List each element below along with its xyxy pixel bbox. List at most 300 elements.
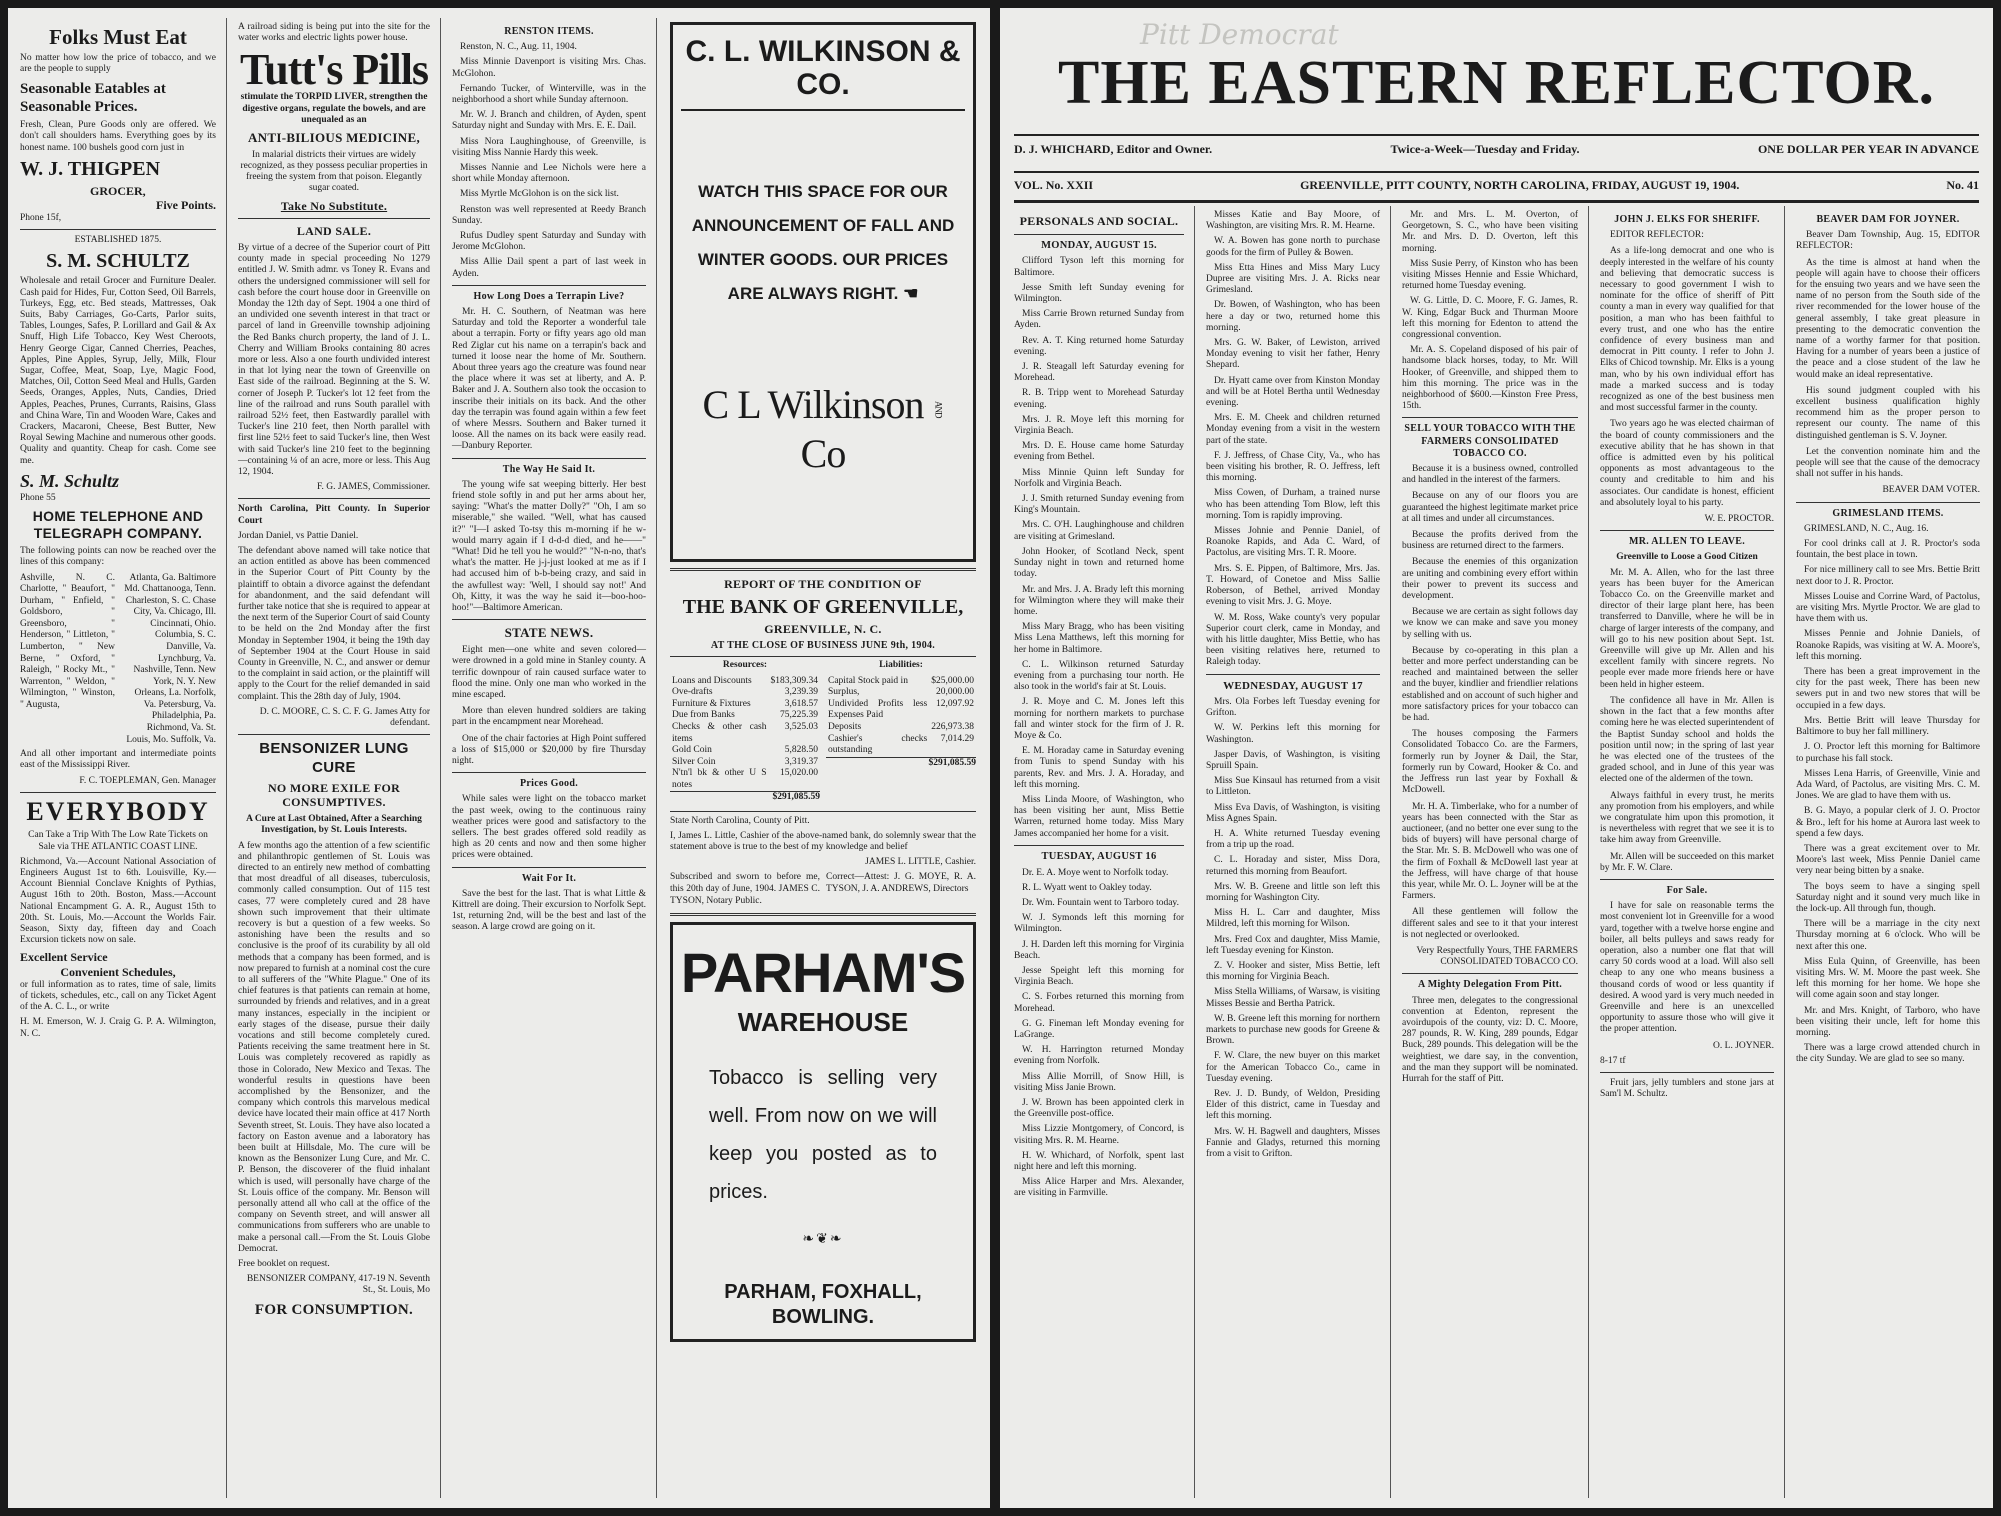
bank-row: [670, 699, 820, 711]
ornament-icon: ❧❦❧: [802, 1232, 844, 1248]
lung-cure-signature: BENSONIZER COMPANY, 417-19 N. Seventh St., St. Louis, Mo: [246, 1274, 430, 1296]
divider: [1600, 1072, 1774, 1073]
bank-row-amount: 3,618.57: [784, 698, 818, 709]
personal-item: Mrs. S. E. Pippen, of Baltimore, Mrs. Jas. T. Howard, of Conetoe and Miss Sallie Roberson, of Bethel, arrived Monday evening to visit Mrs. J. G. Moye.: [1206, 563, 1380, 608]
personal-item: J. R. Steagall left Saturday evening for Morehead.: [1014, 362, 1184, 384]
column-rule: [656, 18, 657, 1498]
personal-item: Dr. Wm. Fountain went to Tarboro today.: [1022, 897, 1179, 908]
tutt-pills-title: Tutt's Pills: [239, 45, 429, 95]
divider: [238, 218, 430, 219]
sell-tobacco-head: SELL YOUR TOBACCO WITH THE FARMERS CONSOLIDATED TOBACCO CO.: [1404, 423, 1576, 459]
divider: [670, 913, 976, 916]
tutt-no-substitute: Take No Substitute.: [280, 198, 388, 213]
grimesland-item: Misses Lena Harris, of Greenville, Vinie and Ada Ward, of Pactolus, are visiting Mrs. C. M. Jones. We are glad to have them with us.: [1796, 768, 1980, 802]
sell-tobacco-paragraph: Because we are certain as sight follows day we know we can make and save you money by selling with us.: [1402, 607, 1578, 640]
divider: [670, 568, 976, 571]
beaver-dam-signature: BEAVER DAM VOTER.: [1882, 485, 1980, 496]
left-col-1: [12, 18, 224, 1498]
divider: [452, 867, 646, 868]
wait-head: Wait For It.: [521, 872, 577, 884]
renston-item: Fernando Tucker, of Winterville, was in the neighborhood a short while Sunday afternoon.: [452, 83, 646, 105]
said-body: The young wife sat weeping bitterly. Her best friend stole softly in and put her arms about her, saying: "What's the matter Dolly?" "Oh, I am so miserable," she wailed. "Well, what has caused it?" "I—I asked To-tsy this m-morning if he w-would marry again if I d-d-d died, and he——" "What! Did he tell you he would?" "N-n-no, that's what's the matter. He j-j-just looked at me as if I had accused him of b-b-being crazy, and said in the awfullest way: 'Well, I should say not!' And Oh, Kitty, it was the way he said it—boo-hoo-hoo!"—Baltimore American.: [452, 479, 646, 614]
personal-item: Mr. A. S. Copeland disposed of his pair of handsome black horses, today, to Mr. Will Hooker, of Greenville, and shipped them to him this morning. The price was in the neighborhood of $600.—Kinston Free Press, 15th.: [1402, 345, 1578, 412]
personal-item: Mrs. C. O'H. Laughinghouse and children are visiting at Grimesland.: [1014, 520, 1184, 542]
divider: [452, 458, 646, 459]
bank-oath: I, James L. Little, Cashier of the above-named bank, do solemnly swear that the statement above is true to the best of my knowledge and belief: [670, 830, 976, 853]
bank-row-amount: 226,973.38: [931, 721, 974, 732]
personal-item: Jasper Davis, of Washington, is visiting Spruill Spain.: [1206, 749, 1380, 771]
personal-item: Rev. A. T. King returned home Saturday evening.: [1014, 335, 1184, 357]
elks-body: [1600, 230, 1774, 509]
elks-paragraph: Two years ago he was elected chairman of the board of county commissioners and the executive ability that he has shown in that office is admitted even by his political opponents as most advantageous to the county and creditable to him and his associates. Our candidate is honest, efficient and absolutely loyal to his party.: [1600, 419, 1774, 508]
grimesland-item: There was a great excitement over to Mr. Moore's last week, Miss Pennie Daniel came very near being bitten by a snake.: [1796, 843, 1980, 877]
personal-item: Mr. and Mrs. J. A. Brady left this morning for Wilmington where they will make their home.: [1014, 584, 1184, 617]
sell-tobacco-paragraph: Because on any of our floors you are guaranteed the highest legitimate market price at all times and under all circumstances.: [1402, 491, 1578, 524]
personal-item: C. L. Horaday and sister, Miss Dora, returned this morning from Beaufort.: [1206, 855, 1380, 877]
thigpen-fresh: Fresh, Clean, Pure Goods only are offered. We don't call shoulders hams. Everything goes by its honest name. 100 bushels good corn just in: [20, 120, 216, 153]
divider: [1600, 879, 1774, 880]
lung-cure-sub: NO MORE EXILE FOR CONSUMPTIVES.: [267, 780, 401, 810]
bank-row-label: Capital Stock paid in: [828, 675, 908, 686]
lung-cure-lead: A Cure at Last Obtained, After a Searching Investigation, by St. Louis Interests.: [246, 814, 422, 836]
personals-list: [1014, 868, 1184, 1200]
tuesday-head: TUESDAY, AUGUST 16: [1041, 850, 1157, 862]
divider: [452, 619, 646, 620]
masthead: THE EASTERN REFLECTOR.: [1057, 49, 1935, 117]
schultz-est: ESTABLISHED 1875.: [74, 235, 162, 246]
terrapin-head: How Long Does a Terrapin Live?: [473, 290, 625, 302]
divider: [1402, 973, 1578, 974]
beaver-dam-paragraph: Let the convention nominate him and the people will see that the cause of the democracy shall not suffer in his hands.: [1796, 446, 1980, 480]
beaver-dam-body: [1796, 230, 1980, 480]
column-rule: [1588, 206, 1589, 1498]
personal-item: Miss Eva Davis, of Washington, is visiting Miss Agnes Spain.: [1206, 802, 1380, 824]
personal-item: W. A. Bowen has gone north to purchase goods for the firm of Pulley & Bowen.: [1206, 236, 1380, 258]
thigpen-grocer: GROCER,: [90, 183, 146, 198]
editor-line: D. J. WHICHARD, Editor and Owner.: [1014, 142, 1213, 156]
sell-tobacco-paragraph: Because the enemies of this organization are uniting and combining every effort within their power to prevent its success and development.: [1402, 557, 1578, 602]
divider: [238, 498, 430, 499]
for-sale-head: For Sale.: [1666, 884, 1708, 896]
court-body: The defendant above named will take notice that an action entitled as above has been commenced in the Superior Court of Pitt County by the plaintiff to obtain a divorce against the defendant for abandonment, and the said defendant will further take notice that she is required to appear at the next term of the Superior Court of said County to be held on the 2nd Monday after the first Monday in September 1904, it being the 19th day of September 1904 at the Court House in said County in Greenville, N. C., and answer or demur to the complaint in said action, or the plaintiff will apply to the Court for the relief demanded in said complaint. This the 28th day of July, 1904.: [238, 546, 430, 702]
phone-points-left: Ashville, N. C. Charlotte, " Beaufort, " Durham, " Enfield, " Goldsboro, " Greensboro, " Henderson, " Littleton, " Lumberton, " New Berne, " Oxford, " Raleigh, " Rocky Mt., " Warrenton, " Weldon, " Wilmington, " Winston, " Augusta,: [20, 572, 115, 710]
renston-items: [452, 42, 646, 280]
resources-table: [670, 676, 820, 792]
terrapin-body: Mr. H. C. Southern, of Neatman was here Saturday and told the Reporter a wonderful tale about a terrapin. Forty or fifty years ago old man Red Ziglar cut his name on a terrapin's back and turned it loose near the home of Mr. Southern. About three years ago the creature was found near the place where it was set at liberty, and A. P. Baker and J. A. Southern also took the occasion to inscribe their initials on its back. And the other day the terrapin was found again within a few feet of where Messrs. Southern and Baker turned it loose. All the names on its back were easily read. —Danbury Reporter.: [452, 307, 646, 452]
column-rule: [440, 18, 441, 1498]
wilkinson-msg-4: [681, 277, 965, 311]
beaver-dam-paragraph: As the time is almost at hand when the people will again have to choose their officers for the ensuing two years and we have seen the name of no person from the South side of the river recommended for the lower house of the general assembly, I take great pleasure in presenting to the democratic convention the name of a worthy farmer for that position. Having for a number of years been a justice of the peace and a close student of the law he would make an ideal representative.: [1796, 257, 1980, 380]
wait-body: Save the best for the last. That is what Little & Kittrell are doing. Their excursion to Norfolk Sept. 1st, returning 2nd, will be the best and last of the season. A large crowd are going on it.: [452, 888, 646, 933]
right-page: [1000, 8, 1993, 1508]
grimesland-item: Miss Eula Quinn, of Greenville, has been visiting Mrs. W. M. Moore the past week. She left this morning for her home. We hope she will come again soon and stay longer.: [1796, 956, 1980, 1001]
bank-row: [670, 676, 820, 688]
grimesland-body: [1796, 524, 1980, 1066]
personal-item: Mrs. Ola Forbes left Tuesday evening for Grifton.: [1206, 696, 1380, 719]
resources-head: Resources:: [722, 660, 768, 671]
bank-row: [670, 710, 820, 722]
grimesland-item: There was a large crowd attended church in the city Sunday. We are glad to see so many.: [1796, 1043, 1980, 1065]
allen-paragraph: Mr. M. A. Allen, who for the last three years has been buyer for the American Tobacco Co. on the Greenville market and director of their large plant here, has been transferred to Danville, where he will be in charge of larger interests of the company, and will go to his new position about Sept. 1st. Greenville will give up Mr. Allen and his excellent family with sincere regrets. No people ever made more friends here or have been held in higher esteem.: [1600, 567, 1774, 690]
bank-row: [670, 768, 820, 791]
right-col-2: [1198, 206, 1388, 1498]
personal-item: H. W. Whichard, of Norfolk, spent last night here and left this morning.: [1014, 1150, 1184, 1173]
land-sale-signature: F. G. JAMES, Commissioner.: [317, 482, 430, 493]
land-sale-head: LAND SALE.: [296, 224, 372, 239]
personal-item: Mrs. W. B. Greene and little son left this morning for Washington City.: [1206, 881, 1380, 903]
bank-row-amount: 5,828.50: [784, 745, 818, 756]
personal-item: Misses Johnie and Pennie Daniel, of Roanoke Rapids, and Ada C. Ward, of Pactolus, are visiting Mrs. T. R. Moore.: [1206, 526, 1380, 559]
thigpen-body: No matter how low the price of tobacco, and we are the people to supply: [20, 53, 216, 75]
thigpen-seasonable-2: Seasonable Prices.: [20, 98, 138, 115]
personal-item: Rev. J. D. Bundy, of Weldon, Presiding Elder of this district, came in Tuesday and left this morning.: [1206, 1089, 1380, 1122]
bank-statement: [670, 656, 976, 811]
grimesland-item: There has been a great improvement in the city for the past week, There has been new sewers put in and two new stores that will be occupied in a few days.: [1796, 667, 1980, 711]
bank-row-amount: 3,239.39: [784, 687, 818, 698]
wilkinson-banner: C. L. WILKINSON & CO.: [681, 35, 965, 111]
bank-row-label: Silver Coin: [672, 756, 716, 767]
sell-tobacco-paragraph: The houses composing the Farmers Consolidated Tobacco Co. are the Farmers, formerly run by Joyner & Dail, the Star, formerly run by Coward, Hooker & Co. and the Jeffress run last year by Foxhall & McDowell.: [1402, 729, 1578, 796]
personal-item: W. M. Ross, Wake county's very popular Superior court clerk, came in Monday, and with his little daughter, Miss Bettie, who has been visiting relatives here, returned to Raleigh today.: [1206, 612, 1380, 668]
personal-item: Miss Etta Hines and Miss Mary Lucy Dupree are visiting Mrs. J. A. Ricks near Grimesland.: [1206, 262, 1380, 296]
bank-row-amount: $183,309.34: [770, 675, 818, 686]
bank-row: [670, 687, 820, 699]
left-col-2: [230, 18, 438, 1498]
wilkinson-logo: [681, 381, 965, 479]
personal-item: W. W. Perkins left this morning for Washington.: [1206, 723, 1380, 745]
personal-item: W. G. Little, D. C. Moore, F. G. James, R. W. King, Edgar Buck and Thurman Moore left this morning for Edenton to attend the congressional convention.: [1402, 296, 1578, 341]
sell-tobacco-signature: Very Respectfully Yours, THE FARMERS CONSOLIDATED TOBACCO CO.: [1416, 945, 1578, 968]
beaver-dam-head: BEAVER DAM FOR JOYNER.: [1816, 214, 1960, 225]
renston-item: Mr. W. J. Branch and children, of Ayden, spent Saturday night and Sunday with Mrs. E. E. Dail.: [452, 110, 646, 132]
masthead-date-row: [1014, 178, 1979, 193]
bank-row: [670, 745, 820, 757]
allen-paragraph: Mr. Allen will be succeeded on this market by Mr. F. W. Clare.: [1600, 851, 1774, 873]
parham-warehouse: WAREHOUSE: [737, 1007, 909, 1038]
personal-item: Mrs. J. R. Moye left this morning for Virginia Beach.: [1014, 414, 1184, 437]
schedule-line: Twice-a-Week—Tuesday and Friday.: [1390, 142, 1580, 156]
renston-item: Miss Minnie Davenport is visiting Mrs. Chas. McGlohon.: [452, 57, 646, 79]
allen-paragraph: Always faithful in every trust, he merits any promotion from his employers, and while we congratulate him upon this promotion, it is nevertheless with regret that we see it is to take him away from Greenville.: [1600, 790, 1774, 846]
left-page: [8, 8, 990, 1508]
sell-tobacco-paragraph: All these gentlemen will follow the different sales and see to it that your interest is not neglected or overlooked.: [1402, 907, 1578, 940]
left-col-4: [660, 18, 986, 1498]
prices-head: Prices Good.: [519, 778, 579, 790]
acl-body: Richmond, Va.—Account National Association of Engineers August 1st to 6th. Louisville, Ky.—Account Biennial Conclave Knights of Pythias, August 16th to 20th. Boston, Mass.—Account National Encampment G. A. R., August 15th to 20th. St. Louis, Mo.—Account the Worlds Fair. Season, Sixty day, fifteen day and Coach Excursion tickets now on sale.: [20, 856, 216, 946]
for-sale-body: I have for sale on reasonable terms the most convenient lot in Greenville for a wood yard, together with a twelve horse engine and boiler, all belts pulleys and saws ready for operation, also a number one flat that will carry 50 cords wood at a load. Will also sell cheap to any one who means business a thousand cords of wood or less quantity if desired. A wood yard is very much needed in Greenville and here is an unexcelled opportunity to assure those who will give it the proper attention.: [1600, 901, 1774, 1035]
column-rule: [226, 18, 227, 1498]
allen-body: [1600, 568, 1774, 874]
wilkinson-msg-2: ANNOUNCEMENT OF FALL AND: [691, 216, 955, 235]
grimesland-head: GRIMESLAND ITEMS.: [1832, 507, 1944, 519]
bank-correct: Correct—Attest: J. G. MOYE, R. A. TYSON, J. A. ANDREWS, Directors: [826, 872, 976, 895]
beaver-dam-paragraph: Beaver Dam Township, Aug. 15, EDITOR REFLECTOR:: [1796, 230, 1980, 252]
parham-body: Tobacco is selling very well. From now on we will keep you posted as to prices.: [709, 1067, 937, 1204]
personal-item: Mrs. D. E. House came home Saturday evening from Bethel.: [1014, 441, 1184, 463]
divider: [1796, 502, 1980, 503]
court-signature: D. C. MOORE, C. S. C. F. G. James Atty for defendant.: [259, 706, 430, 729]
bank-name: THE BANK OF GREENVILLE,: [682, 595, 964, 618]
personal-item: Dr. Hyatt came over from Kinston Monday and will be at Hotel Bertha until Wednesday evening.: [1206, 375, 1380, 409]
personal-item: Miss Allie Morrill, of Snow Hill, is visiting Miss Janie Brown.: [1014, 1071, 1184, 1093]
bank-row-amount: 12,097.92: [936, 698, 974, 709]
railroad-note: A railroad siding is being put into the site for the water works and electric lights power house.: [238, 22, 430, 44]
right-col-1: [1006, 206, 1192, 1498]
bank-row-label: N'tn'l bk & other U S notes: [672, 768, 767, 790]
column-rule: [1390, 206, 1391, 1498]
elks-head: JOHN J. ELKS FOR SHERIFF.: [1614, 214, 1760, 225]
bank-row-label: Undivided Profits less Expenses Paid: [828, 698, 928, 721]
personal-item: R. B. Tripp went to Morehead Saturday evening.: [1014, 388, 1184, 410]
bank-row-label: Surplus,: [828, 687, 860, 698]
personal-item: Misses Katie and Bay Moore, of Washington, are visiting Mrs. R. M. Hearne.: [1206, 210, 1380, 232]
personals-list: [1206, 210, 1380, 669]
renston-item: Miss Allie Dail spent a part of last week in Ayden.: [452, 257, 646, 279]
tutt-anti-bilious: ANTI-BILIOUS MEDICINE,: [247, 130, 421, 146]
renston-item: Miss Myrtle McGlohon is on the sick list.: [460, 189, 619, 200]
lung-cure-head: BENSONIZER LUNG CURE: [259, 740, 409, 776]
thigpen-phone: Phone 15f,: [20, 212, 62, 223]
schultz-body: Wholesale and retail Grocer and Furniture Dealer. Cash paid for Hides, Fur, Cotton Seed, Oil Barrels, Turkeys, Egg, etc. Bed steads, Mattresses, Oak Suits, Baby Carriages, Go-Carts, Parlor suits, Tables, Lounges, Safes, P. Lorillard and Gail & Ax Snuff, High Life Tobacco, Key West Cheroots, Henry George Cigar, Canned Cherries, Peaches, Apples, Pine Apples, Syrup, Jelly, Milk, Flour Sugar, Coffee, Meat, Soap, Lye, Magic Food, Matches, Oil, Cotton Seed Meal and Hulls, Garden Seeds, Oranges, Apples, Nuts, Candies, Dried Apples, Peaches, Prunes, Currants, Raisins, Glass and China Ware, Tin and Wooden Ware, Cakes and Crackers, Macaroni, Cheese, Best Butter, New Royal Sewing Machine and numerous other goods. Quality and quantity. Cheap for cash. Come see me.: [20, 276, 216, 466]
personal-item: Mrs. Fred Cox and daughter, Miss Mamie, left Tuesday evening for Kinston.: [1206, 934, 1380, 956]
sell-tobacco-paragraph: Because the profits derived from the business are returned direct to the farmers.: [1402, 530, 1578, 552]
bank-liabilities: [826, 660, 976, 807]
elks-signature: W. E. PROCTOR.: [1704, 514, 1774, 525]
schultz-signature: S. M. Schultz: [20, 470, 120, 491]
bank-row-label: Gold Coin: [672, 745, 712, 756]
grimesland-item: Misses Louise and Corrine Ward, of Pactolus, are visiting Mrs. Myrtle Proctor. We are glad to have them with us.: [1796, 591, 1980, 625]
thigpen-seasonable-1: Seasonable Eatables at: [20, 80, 166, 97]
personal-item: Mrs. E. M. Cheek and children returned Monday evening from a visit in the western part of the state.: [1206, 413, 1380, 446]
personal-item: Miss Susie Perry, of Kinston who has been visiting Misses Hennie and Essie Whichard, returned home Tuesday evening.: [1402, 258, 1578, 292]
divider: [1402, 417, 1578, 418]
parham-title: PARHAM'S: [680, 941, 966, 1005]
thigpen-head: Folks Must Eat: [49, 25, 187, 49]
personal-item: Mrs. G. W. Baker, of Lewiston, arrived Monday evening to visit her father, Henry Shepard.: [1206, 338, 1380, 371]
for-sale-signature: O. L. JOYNER.: [1713, 1040, 1774, 1051]
personal-item: Dr. E. A. Moye went to Norfolk today.: [1022, 867, 1169, 878]
renston-head: RENSTON ITEMS.: [504, 26, 594, 37]
right-col-5: [1788, 206, 1988, 1498]
bank-row-amount: 15,020.00: [780, 768, 818, 779]
wilkinson-logo-co: Co: [800, 430, 846, 476]
bank-close: AT THE CLOSE OF BUSINESS JUNE 9th, 1904.: [710, 640, 936, 652]
divider: [452, 285, 646, 286]
bank-row-amount: $25,000.00: [931, 675, 974, 686]
renston-item: Misses Nannie and Lee Nichols were here a short while Monday afternoon.: [452, 163, 646, 185]
bank-row-label: Checks & other cash items: [672, 721, 767, 744]
bank-row-amount: 3,319.37: [784, 756, 818, 767]
bank-resources: [670, 660, 820, 807]
personal-item: Jesse Smith left Sunday evening for Wilmington.: [1014, 282, 1184, 305]
divider: [20, 229, 216, 230]
bank-row: [826, 676, 976, 688]
personal-item: Dr. Bowen, of Washington, who has been here a day or two, returned home this morning.: [1206, 300, 1380, 333]
ghost-stamp: Pitt Democrat: [1140, 18, 1339, 51]
grimesland-item: For nice millinery call to see Mrs. Bettie Britt next door to J. R. Proctor.: [1796, 565, 1980, 587]
column-rule: [1784, 206, 1785, 1498]
bank-row: [670, 757, 820, 769]
divider: [1600, 530, 1774, 531]
acl-service: Excellent Service: [20, 950, 108, 965]
acl-intro: Can Take a Trip With The Low Rate Tickets on Sale via THE ATLANTIC COAST LINE.: [28, 830, 208, 852]
grimesland-item: B. G. Mayo, a popular clerk of J. O. Proctor & Bro., left for his home at Aurora last week to spend a few days.: [1796, 806, 1980, 839]
phone-company-head: HOME TELEPHONE AND TELEGRAPH COMPANY.: [32, 507, 204, 542]
personal-item: Miss Linda Moore, of Washington, who has been visiting her aunt, Miss Bettie Warren, returned home today. Miss Mary James accompanied her home for a visit.: [1014, 794, 1184, 839]
thigpen-place: Five Points.: [156, 198, 216, 213]
renston-item: Miss Nora Laughinghouse, of Greenville, is visiting Miss Nannie Hardy this week.: [452, 136, 646, 158]
resources-total: $291,085.59: [670, 791, 820, 803]
sell-tobacco-paragraph: Because it is a business owned, controlled and handled in the interest of the farmers.: [1402, 464, 1578, 486]
liabilities-total: $291,085.59: [826, 757, 976, 769]
divider: [238, 734, 430, 735]
everybody-head: EVERYBODY: [26, 796, 210, 826]
masthead-rule: [1014, 171, 1979, 173]
personal-item: Miss Carrie Brown returned Sunday from Ayden.: [1014, 309, 1184, 331]
pitt-delegation-body: Three men, delegates to the congressional convention at Edenton, represent the avoirdupois of the county, viz: D. C. Moore, 287 pounds, R. W. King, 289 pounds, Edgar Buck, 289 pounds. This delegation will be the weightiest, we dare say, in the convention, and the man they support will be nominated. Hurrah for the staff of Pitt.: [1402, 995, 1578, 1084]
thigpen-name: W. J. THIGPEN: [20, 157, 161, 180]
for-sale-date: 8-17 tf: [1600, 1055, 1626, 1066]
schultz-phone: Phone 55: [20, 492, 56, 503]
personal-item: Miss Mary Bragg, who has been visiting Miss Lena Matthews, left this morning for her home in Baltimore.: [1014, 622, 1184, 655]
bank-row-label: Ove-drafts: [672, 687, 713, 698]
personal-item: H. A. White returned Tuesday evening from a trip up the road.: [1206, 828, 1380, 851]
divider: [1014, 234, 1184, 235]
pointing-hand-icon: ☚: [903, 284, 919, 303]
wilkinson-msg-4-text: ARE ALWAYS RIGHT.: [727, 284, 899, 303]
grimesland-item: GRIMESLAND, N. C., Aug. 16.: [1804, 523, 1929, 534]
bank-row: [670, 722, 820, 745]
land-sale-body: By virtue of a decree of the Superior court of Pitt county made in special proceeding No 1279 entitled J. W. Smith admr. vs Toney R. Evans and others the undersigned commissioner will sell for cash before the court house door in Greenville on Monday the 12th day of Sept. 1904 a one third of an undivided one seventh interest in that tract or parcel of land in Greenville township adjoining the Red Banks church property, the land of J. L. Cherry and William Brooks containing 80 acres more or less. Also a one fourth undivided interest in that lot lying near the town of Greenville on East side of the railroad. Beginning at the S. W. corner of Joseph P. Tucker's lot 12 feet from the line of the railroad and runs South parallel with railroad 52½ feet, then Eastwardly parallel with Tucker's line 210 feet, then North parallel with first line 52½ feet to said Tucker's line, then West with said Tucker's line 210 feet to the beginning—containing ¼ of an acre, more or less. This Aug 12, 1904.: [238, 242, 430, 477]
personal-item: Miss Lizzie Montgomery, of Concord, is visiting Mrs. R. M. Hearne.: [1014, 1124, 1184, 1146]
masthead-rule: [1014, 134, 1979, 136]
renston-item: Renston was well represented at Reedy Branch Sunday.: [452, 204, 646, 226]
allen-paragraph: The confidence all have in Mr. Allen is shown in the fact that a few months after coming here he was elected superintendent of the Baptist Sunday school and holds the position until now; in the spring of last year he was elected one of the trustees of the graded school, and in June of this year was elected one of the aldermen of the town.: [1600, 695, 1774, 785]
personal-item: Mrs. W. H. Bagwell and daughters, Misses Fannie and Gladys, returned this morning from a visit to Grifton.: [1206, 1126, 1380, 1160]
sell-tobacco-body: [1402, 464, 1578, 941]
wilkinson-logo-and: AND: [933, 400, 944, 418]
personal-item: Miss Alice Harper and Mrs. Alexander, are visiting in Farmville.: [1014, 1177, 1184, 1199]
sell-tobacco-paragraph: Because by co-operating in this plan a better and more perfect understanding can be reached and maintained between the seller and the buyer, kindlier and friendlier relations established and on account of such higher and more satisfactory prices for your tobacco can be had.: [1402, 645, 1578, 724]
elks-paragraph: EDITOR REFLECTOR:: [1610, 230, 1704, 241]
wilkinson-msg-1: WATCH THIS SPACE FOR OUR: [698, 182, 948, 201]
divider: [1206, 674, 1380, 675]
state-news-head: STATE NEWS.: [504, 625, 594, 641]
personal-item: Miss Sue Kinsaul has returned from a visit to Littleton.: [1206, 776, 1380, 798]
bank-signature: JAMES L. LITTLE, Cashier.: [865, 857, 976, 868]
grimesland-item: J. O. Proctor left this morning for Baltimore to purchase his fall stock.: [1796, 742, 1980, 764]
allen-head: MR. ALLEN TO LEAVE.: [1628, 536, 1745, 548]
fruit-jars-note: Fruit jars, jelly tumblers and stone jars at Sam'l M. Schultz.: [1600, 1077, 1774, 1100]
bank-row: [826, 734, 976, 757]
personal-item: G. G. Fineman left Monday evening for LaGrange.: [1014, 1018, 1184, 1040]
allen-sub: Greenville to Loose a Good Citizen: [1616, 552, 1758, 563]
personal-item: Mr. and Mrs. L. M. Overton, of Georgetown, S. C., who have been visiting Mr. and Mrs. D. D. Overton, left this morning.: [1402, 210, 1578, 254]
right-col-4: [1592, 206, 1782, 1498]
phone-company-signature: F. C. TOEPLEMAN, Gen. Manager: [79, 775, 216, 786]
bank-attest: [670, 872, 976, 907]
parham-ad: [670, 922, 976, 1342]
phone-points: [20, 573, 216, 747]
bank-row-amount: 3,525.03: [784, 721, 818, 732]
personal-item: J. H. Darden left this morning for Virginia Beach.: [1014, 939, 1184, 961]
state-news-item: Eight men—one white and seven colored—were drowned in a gold mine in Stanley county. A terrific downpour of rain caused surface water to flood the mine. Only one man who worked in the mine escaped.: [452, 645, 646, 700]
acl-schedules: Convenient Schedules,: [60, 965, 176, 980]
parham-footer: PARHAM, FOXHALL, BOWLING.: [724, 1281, 922, 1328]
bank-row-label: Cashier's checks outstanding: [828, 733, 928, 756]
bank-city: GREENVILLE, N. C.: [764, 621, 882, 636]
price-line: ONE DOLLAR PER YEAR IN ADVANCE: [1757, 142, 1979, 156]
personal-item: E. M. Horaday came in Saturday evening from Tunis to spend Sunday with his parents, Rev. and Mrs. J. A. Horaday, and left this morning.: [1014, 746, 1184, 790]
phone-company-foot: And all other important and intermediate points east of the Mississippi River.: [20, 749, 216, 771]
lung-cure-body: A few months ago the attention of a few scientific and philanthropic gentlemen of St. Louis was directed to an entirely new method of combatting that most dreadful of all diseases, tuberculosis, commonly called consumption. Out of 115 test cases, 77 were completely cured and 28 have shown such improvement that their ultimate recovery is but a question of a few weeks. So astonishing have been the results and so conclusive is the proof of its curability by all old methods that a company has been formed, and is now prepared to furnish at a nominal cost the cure to all sufferers of the "White Plague." One of its chief features is that patients can remain at home, surrounded by friends and relatives, and in a great many instances, especially in the incipient or early stages of the disease, pursue their daily vocations and still become completely cured. Patients receiving the same treatment here in St. Louis was completely recovered as rapidly as those in Colorado, New Mexico and Texas. The wonderful results in questions have been accomplished by the Bensonizer, and the company which controls this marvelous medical device have located their main office at 417 North Seventh street, St. Louis. They have also located a factory on Easton avenue and a laboratory has been built at Hillsdale, Mo. The cure will be known as the Bensonizer Lung Cure, and Mr. C. P. Benson, the discoverer of the fluid inhalant which is used, will personally have charge of the St. Louis office of the company. Mr. Benson will personally attend all who call at the office of the company on Seventh street, and will answer all communications from sufferers who are unable to make a personal call.—From the St. Louis Globe Democrat.: [238, 840, 430, 1254]
bank-row-label: Furniture & Fixtures: [672, 698, 751, 709]
lung-cure-free: Free booklet on request.: [238, 1259, 330, 1270]
personal-item: Jesse Speight left this morning for Virginia Beach.: [1014, 965, 1184, 988]
bank-row-amount: 75,225.39: [780, 710, 818, 721]
wilkinson-logo-name: C L Wilkinson: [702, 382, 924, 427]
volume-number: VOL. No. XXII: [1014, 178, 1094, 192]
monday-head: MONDAY, AUGUST 15.: [1041, 239, 1157, 251]
personals-head: PERSONALS AND SOCIAL.: [1019, 214, 1179, 228]
state-news-item: More than eleven hundred soldiers are taking part in the encampment near Morehead.: [452, 706, 646, 728]
grimesland-item: Mr. and Mrs. Knight, of Tarboro, who have been visiting their uncle, left for home this morning.: [1796, 1005, 1980, 1038]
bank-state: State North Carolina, County of Pitt.: [670, 815, 810, 826]
bank-row-amount: 7,014.29: [940, 733, 974, 744]
masthead-rule: [1014, 200, 1979, 203]
right-col-3: [1394, 206, 1586, 1498]
liabilities-head: Liabilities:: [879, 660, 923, 671]
said-head: The Way He Said It.: [502, 463, 596, 475]
personal-item: C. S. Forbes returned this morning from Morehead.: [1014, 992, 1184, 1014]
grimesland-item: For cool drinks call at J. R. Proctor's soda fountain, the best place in town.: [1796, 539, 1980, 561]
wednesday-head: WEDNESDAY, AUGUST 17: [1223, 679, 1363, 692]
bank-row-amount: 20,000.00: [936, 687, 974, 698]
beaver-dam-paragraph: His sound judgment coupled with his excellent business qualification highly recommend him as the proper person to represent our county. The name of this distinguished gentleman is S. V. Joyner.: [1796, 385, 1980, 441]
divider: [452, 772, 646, 773]
dateline: GREENVILLE, PITT COUNTY, NORTH CAROLINA, FRIDAY, AUGUST 19, 1904.: [1300, 178, 1740, 192]
renston-item: Rufus Dudley spent Saturday and Sunday with Jerome McGlohon.: [452, 231, 646, 253]
personal-item: W. H. Harrington returned Monday evening from Norfolk.: [1014, 1045, 1184, 1067]
acl-signature: H. M. Emerson, W. J. Craig G. P. A. Wilmington, N. C.: [20, 1017, 216, 1039]
issue-number: No. 41: [1946, 178, 1979, 192]
personal-item: W. J. Symonds left this morning for Wilmington.: [1014, 913, 1184, 935]
lung-cure-foot: FOR CONSUMPTION.: [254, 1301, 414, 1318]
schultz-name: S. M. SCHULTZ: [46, 250, 190, 273]
bank-row: [826, 687, 976, 699]
grimesland-item: Misses Pennie and Johnie Daniels, of Roanoke Rapids, was visiting at W. A. Moore's, left this morning.: [1796, 629, 1980, 662]
personal-item: R. L. Wyatt went to Oakley today.: [1022, 882, 1152, 893]
personal-item: Miss H. L. Carr and daughter, Miss Mildred, left this morning for Wilson.: [1206, 908, 1380, 930]
bank-row-label: Loans and Discounts: [672, 675, 752, 686]
bank-row-label: Due from Banks: [672, 710, 735, 721]
divider: [20, 792, 216, 793]
personal-item: Miss Stella Williams, of Warsaw, is visiting Misses Bessie and Bertha Patrick.: [1206, 987, 1380, 1009]
bank-row: [826, 699, 976, 722]
grimesland-item: Mrs. Bettie Britt will leave Thursday for Baltimore to buy her fall millinery.: [1796, 715, 1980, 738]
personal-item: C. L. Wilkinson returned Saturday evening from a purchasing tour north. He also took in the world's fair at St. Louis.: [1014, 659, 1184, 693]
personals-list: [1402, 210, 1578, 412]
personal-item: J. W. Brown has been appointed clerk in the Greenville post-office.: [1014, 1098, 1184, 1120]
state-news-item: One of the chair factories at High Point suffered a loss of $15,000 or $20,000 by fire Thursday night.: [452, 733, 646, 766]
grimesland-item: There will be a marriage in the city next Thursday morning at 6 o'clock. Who will be next after this one.: [1796, 919, 1980, 952]
liabilities-table: [826, 676, 976, 757]
bank-report: REPORT OF THE CONDITION OF: [724, 577, 922, 591]
personal-item: Z. V. Hooker and sister, Miss Bettie, left this morning for Virginia Beach.: [1206, 960, 1380, 983]
personal-item: J. R. Moye and C. M. Jones left this morning for northern markets to purchase fall and winter stock for the firm of J. R. Moye & Co.: [1014, 697, 1184, 741]
left-col-3: [444, 18, 654, 1498]
phone-company-body: The following points can now be reached over the lines of this company:: [20, 546, 216, 568]
